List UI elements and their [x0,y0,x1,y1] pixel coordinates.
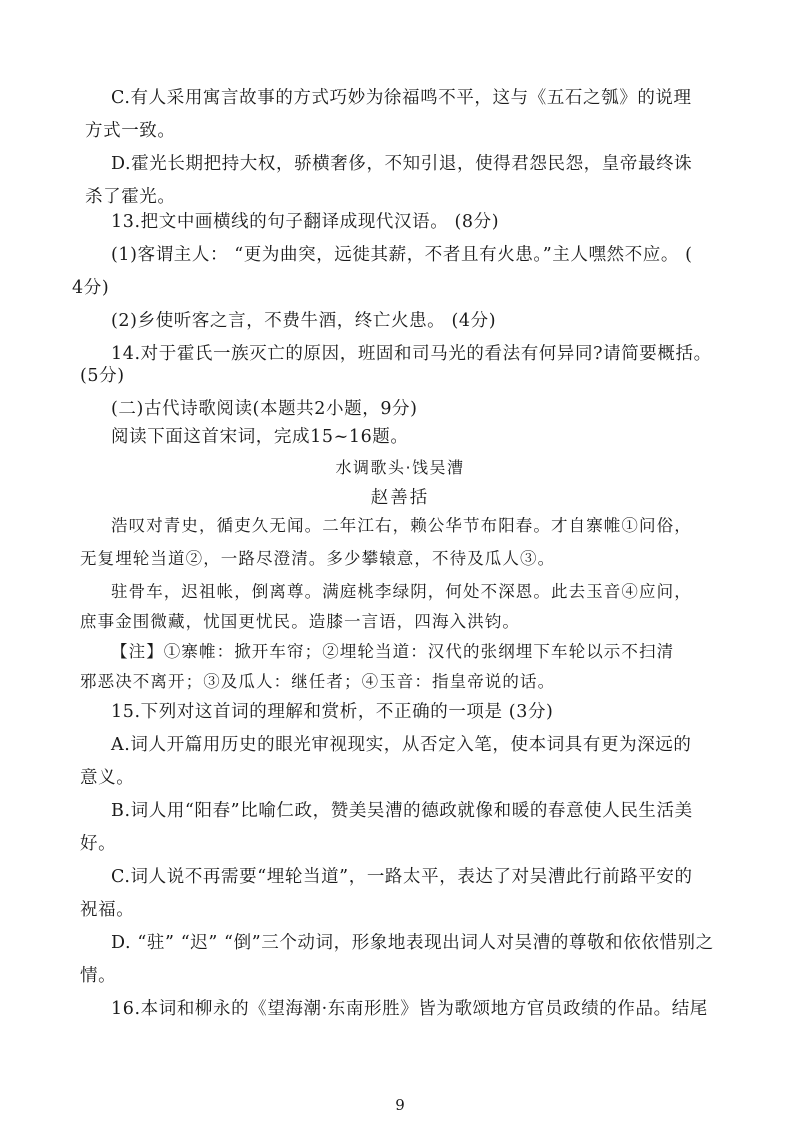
question-16: 16.本词和柳永的《望海潮·东南形胜》皆为歌颂地方官员政绩的作品。结尾 [111,999,708,1019]
q13-part1-line1: (1)客谓主人： “更为曲突，远徙其薪，不者且有火患。”主人嘿然不应。 ( [111,245,693,265]
question-14-line2: (5分) [80,366,125,386]
question-15: 15.下列对这首词的理解和赏析，不正确的一项是 (3分) [111,702,554,722]
poem-author: 赵善括 [370,488,430,508]
option-d-line1: D.霍光长期把持大权，骄横奢侈，不知引退，使得君怨民怨，皇帝最终诛 [111,154,693,174]
option-d-line2: 杀了霍光。 [85,187,176,207]
q15-option-d-line2: 情。 [80,966,117,986]
poem-note-line1: 【注】①寨帷：掀开车帘；②埋轮当道：汉代的张纲埋下车轮以示不扫清 [111,642,675,661]
option-c-line2: 方式一致。 [85,121,176,141]
question-14-line1: 14.对于霍氏一族灭亡的原因，班固和司马光的看法有何异同?请简要概括。 [111,344,712,364]
q15-option-c-line2: 祝福。 [80,900,135,920]
q15-option-a-line1: A.词人开篇用历史的眼光审视现实，从否定入笔，使本词具有更为深远的 [111,735,692,755]
poem-instructions: 阅读下面这首宋词，完成15~16题。 [111,427,409,447]
poem-line-2: 无复埋轮当道②，一路尽澄清。多少攀辕意，不待及瓜人③。 [80,549,556,568]
poem-line-4: 庶事金围微藏，忧国更忧民。造膝一言语，四海入洪钧。 [80,612,520,631]
option-c-line1: C.有人采用寓言故事的方式巧妙为徐福鸣不平，这与《五石之瓠》的说理 [111,88,692,108]
poem-title: 水调歌头·饯吴漕 [335,458,465,477]
section-heading: (二)古代诗歌阅读(本题共2小题，9分) [111,399,418,419]
q15-option-a-line2: 意义。 [80,768,135,788]
q13-part2: (2)乡使听客之言，不费牛酒，终亡火患。 (4分) [111,311,497,331]
poem-line-1: 浩叹对青史，循吏久无闻。二年江右，赖公华节布阳春。才自寨帷①问俗， [111,516,692,535]
page-number: 9 [395,1096,405,1114]
q15-option-c-line1: C.词人说不再需要“埋轮当道”，一路太平，表达了对吴漕此行前路平安的 [111,867,693,887]
question-13: 13.把文中画横线的句子翻译成现代汉语。 (8分) [111,212,500,232]
poem-line-3: 驻骨车，迟祖帐，倒离尊。满庭桃李绿阴，何处不深恩。此去玉音④应问， [111,582,692,601]
poem-note-line2: 邪恶决不离开；③及瓜人：继任者；④玉音：指皇帝说的话。 [80,672,556,691]
q15-option-b-line1: B.词人用“阳春”比喻仁政，赞美吴漕的德政就像和暖的春意使人民生活美 [111,801,693,821]
q15-option-b-line2: 好。 [80,834,117,854]
q15-option-d-line1: D. “驻” “迟” “倒”三个动词，形象地表现出词人对吴漕的尊敬和依依惜别之 [111,933,714,953]
q13-part1-line2: 4分) [72,278,110,298]
